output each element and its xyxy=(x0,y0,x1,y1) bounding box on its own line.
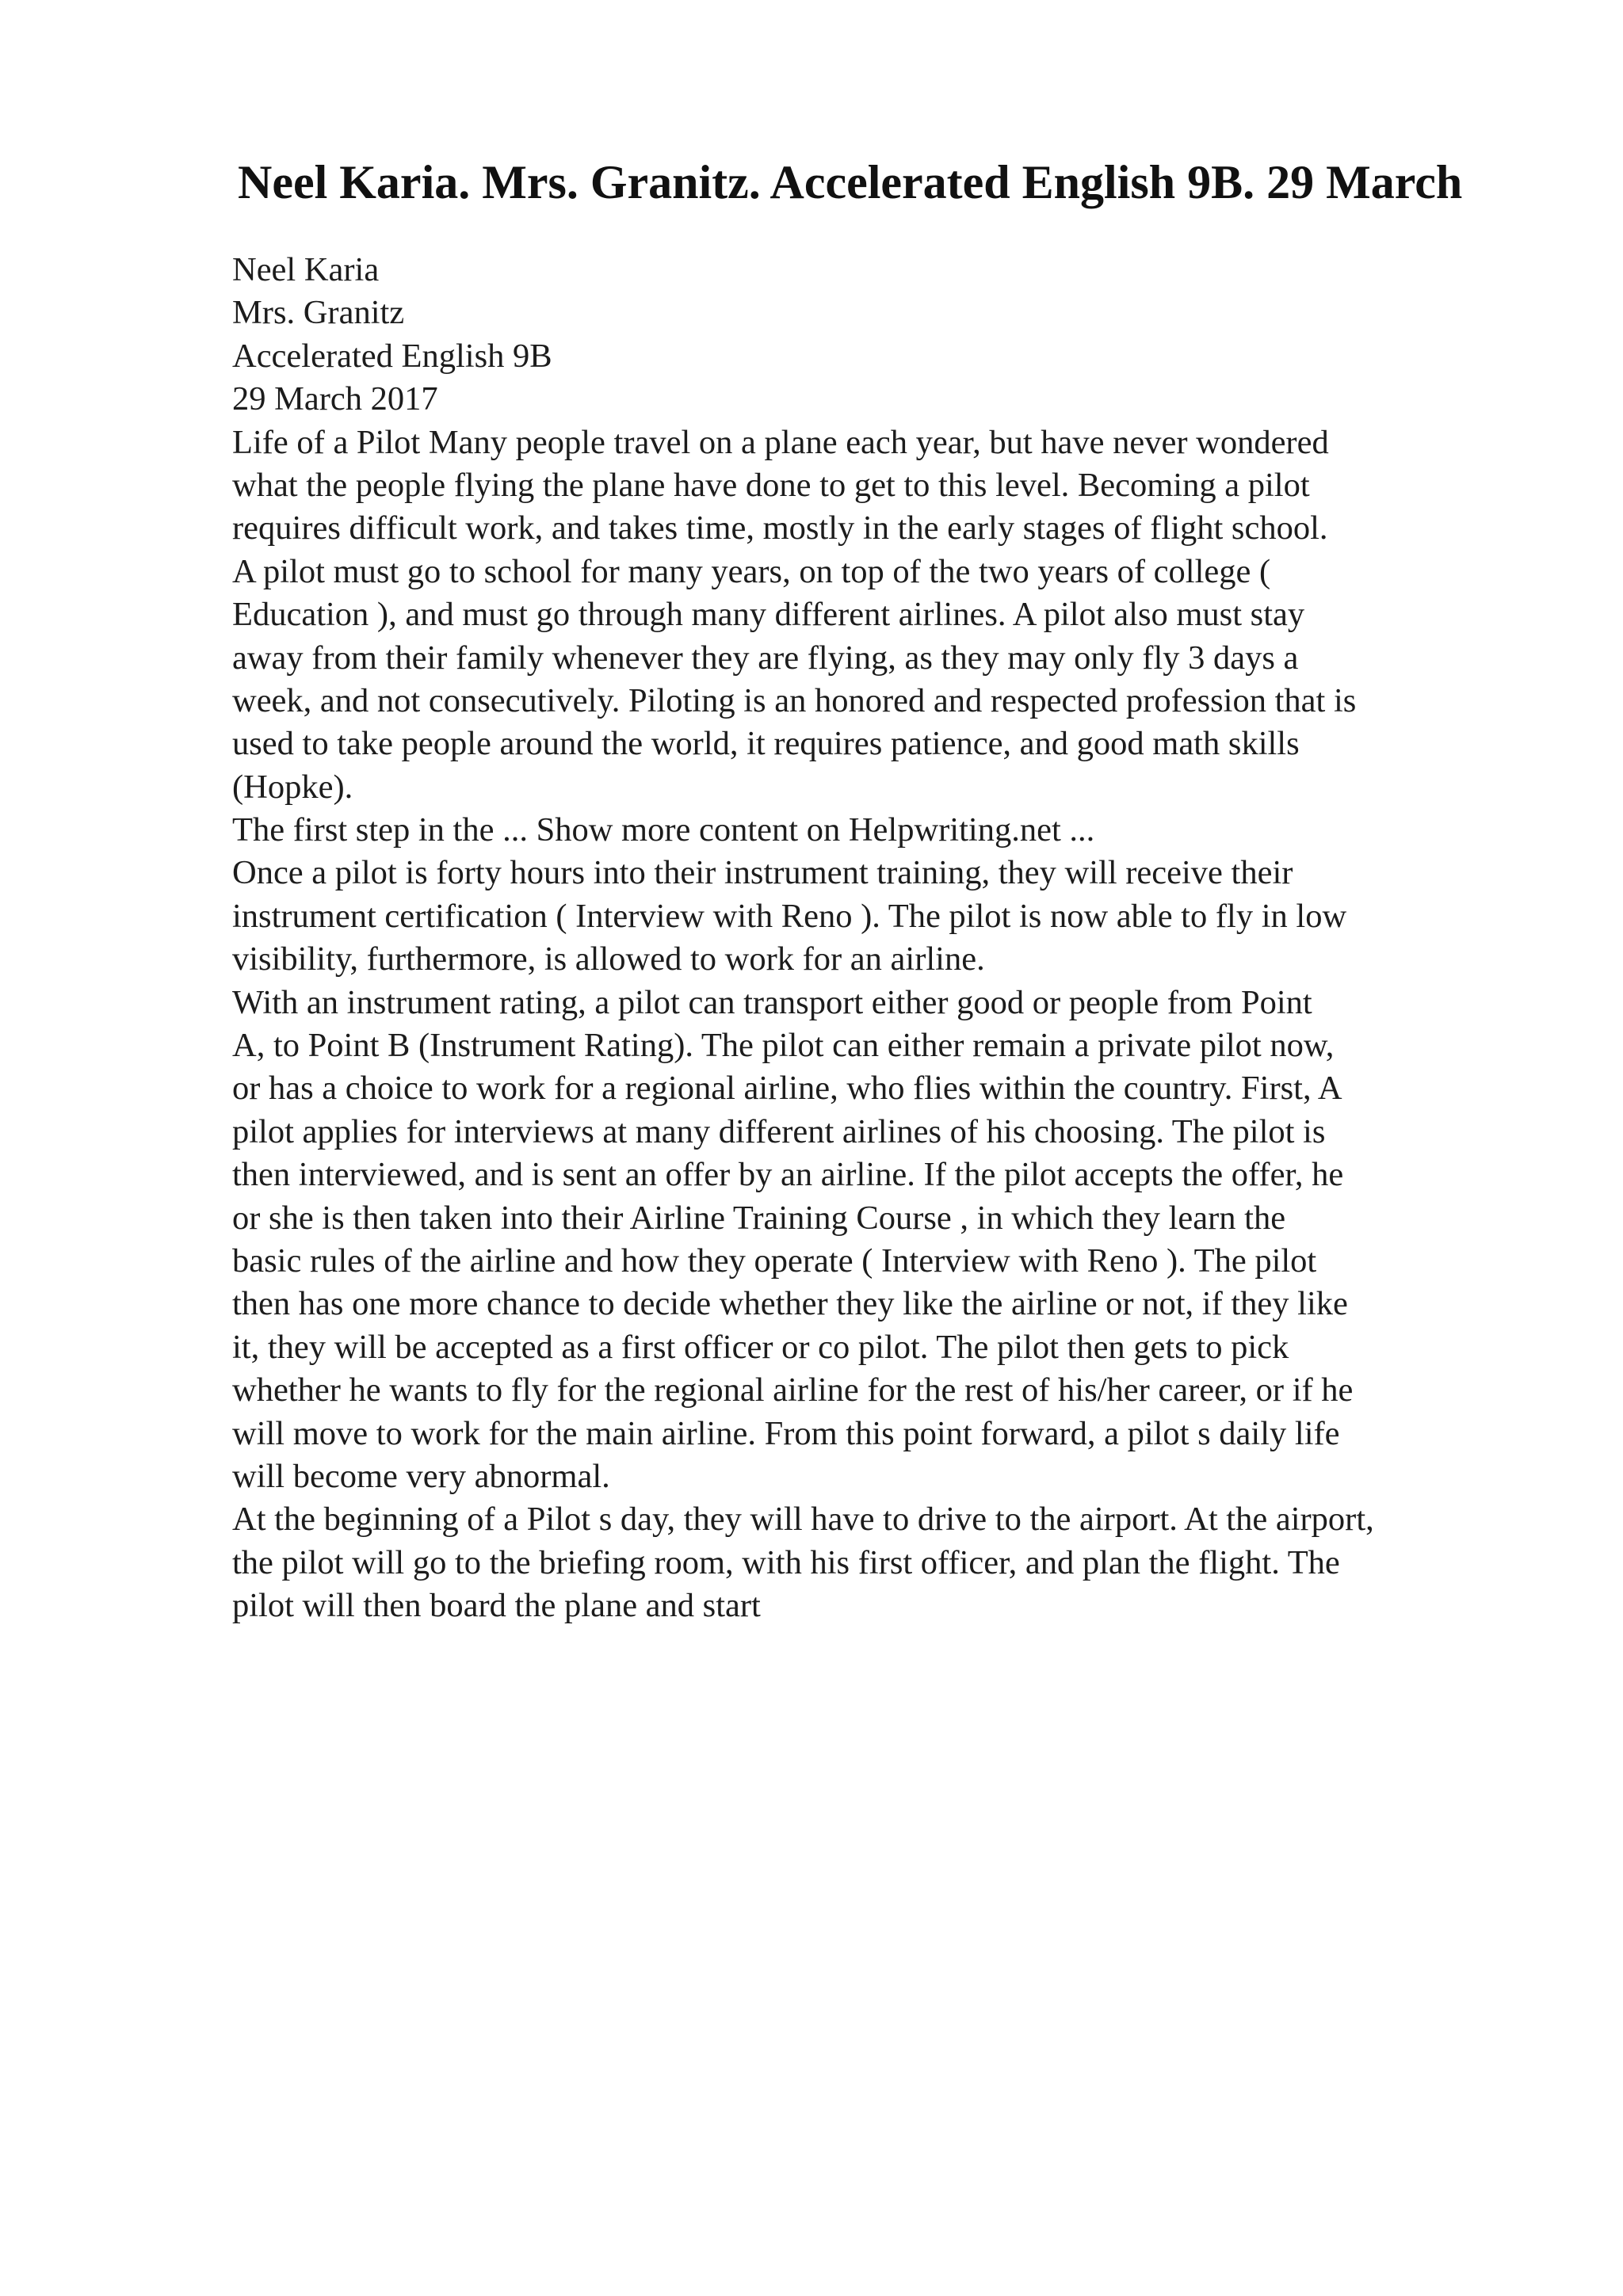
body-line: it, they will be accepted as a first officer or co pilot. The pilot then gets to pick xyxy=(232,1328,1289,1366)
body-line: week, and not consecutively. Piloting is an honored and respected profession that is xyxy=(232,681,1357,719)
body-line: used to take people around the world, it requires patience, and good math skills xyxy=(232,725,1300,763)
body-line: then has one more chance to decide whether they like the airline or not, if they like xyxy=(232,1285,1348,1323)
body-line: visibility, furthermore, is allowed to work for an airline. xyxy=(232,940,985,978)
body-line: requires difficult work, and takes time, mostly in the early stages of flight school. xyxy=(232,509,1328,547)
course-name: Accelerated English 9B xyxy=(232,337,552,375)
body-line: will move to work for the main airline. From this point forward, a pilot s daily life xyxy=(232,1414,1340,1452)
document-body xyxy=(232,249,1595,1628)
body-line: At the beginning of a Pilot s day, they will have to drive to the airport. At the airport, xyxy=(232,1501,1374,1539)
body-line: instrument certification ( Interview with Reno ). The pilot is now able to fly in low xyxy=(232,897,1347,935)
body-line: Education ), and must go through many different airlines. A pilot also must stay xyxy=(232,596,1305,634)
body-line: or she is then taken into their Airline Training Course , in which they learn the xyxy=(232,1199,1286,1237)
body-line: Life of a Pilot Many people travel on a plane each year, but have never wondered xyxy=(232,423,1329,461)
body-line: Once a pilot is forty hours into their instrument training, they will receive their xyxy=(232,854,1293,892)
body-line: will become very abnormal. xyxy=(232,1457,610,1495)
teacher-name: Mrs. Granitz xyxy=(232,294,405,332)
document-date: 29 March 2017 xyxy=(232,380,438,418)
document-title: Neel Karia. Mrs. Granitz. Accelerated English 9B. 29 March xyxy=(238,156,1463,208)
body-line: With an instrument rating, a pilot can transport either good or people from Point xyxy=(232,983,1312,1021)
body-line: whether he wants to fly for the regional airline for the rest of his/her career, or if he xyxy=(232,1371,1354,1409)
body-line: (Hopke). xyxy=(232,768,353,806)
author-name: Neel Karia xyxy=(232,251,380,288)
body-line: pilot will then board the plane and start xyxy=(232,1587,761,1625)
body-line: then interviewed, and is sent an offer by an airline. If the pilot accepts the offer, he xyxy=(232,1156,1344,1194)
body-line: A pilot must go to school for many years, on top of the two years of college ( xyxy=(232,552,1271,590)
body-line: The first step in the ... Show more content on Helpwriting.net ... xyxy=(232,811,1095,849)
body-line: or has a choice to work for a regional airline, who flies within the country. First, A xyxy=(232,1070,1342,1108)
body-line: pilot applies for interviews at many different airlines of his choosing. The pilot is xyxy=(232,1112,1326,1150)
body-line: A, to Point B (Instrument Rating). The pilot can either remain a private pilot now, xyxy=(232,1027,1335,1065)
body-line: what the people flying the plane have done to get to this level. Becoming a pilot xyxy=(232,466,1310,504)
body-line: away from their family whenever they are flying, as they may only fly 3 days a xyxy=(232,639,1299,677)
body-line: the pilot will go to the briefing room, with his first officer, and plan the flight. The xyxy=(232,1543,1340,1581)
body-line: basic rules of the airline and how they operate ( Interview with Reno ). The pilot xyxy=(232,1241,1317,1280)
